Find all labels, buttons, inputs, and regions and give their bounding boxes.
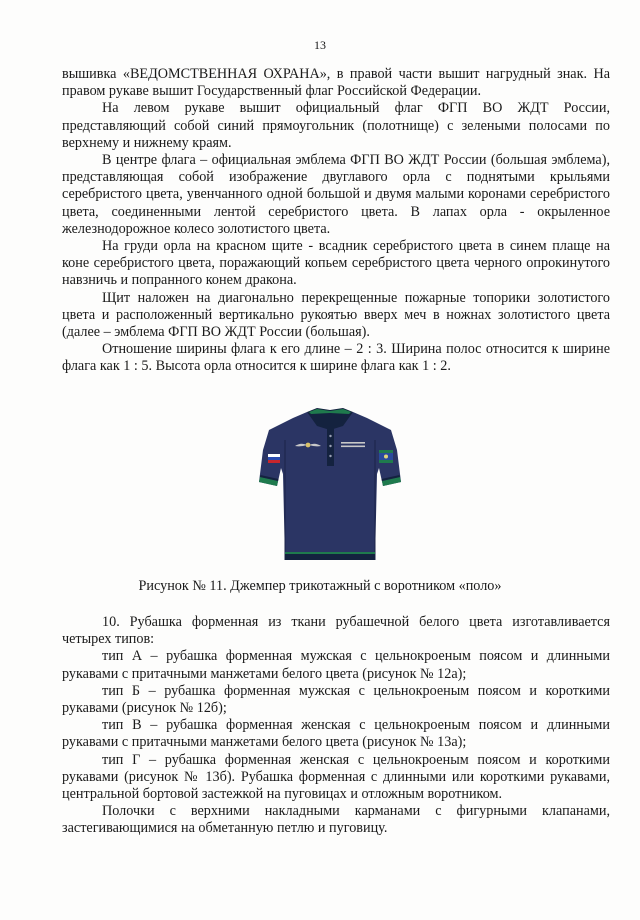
paragraph: На груди орла на красном щите - всадник серебристого цвета в синем плаще на коне серебристого цвета, поражающий копьем серебристого цвета черного опрокинутого навзничь и попранного конем дракона. (62, 238, 610, 289)
text-block-bottom (62, 614, 610, 838)
paragraph: тип А – рубашка форменная мужская с цельнокроеным поясом и длинными рукавами с притачными манжетами белого цвета (рисунок № 12а); (62, 648, 610, 682)
paragraph: Отношение ширины флага к его длине – 2 : 3. Ширина полос относится к ширине флага как 1 : 5. Высота орла относится к ширине флага как 1 : 2. (62, 341, 610, 375)
text-block-top (62, 66, 610, 376)
paragraph: тип Б – рубашка форменная мужская с цельнокроеным поясом и короткими рукавами (рисунок № 12б); (62, 682, 610, 717)
paragraph: Полочки с верхними накладными карманами с фигурными клапанами, застегивающимися на обметанную петлю и пуговицу. (62, 803, 610, 837)
polo-jumper-illustration (255, 400, 405, 565)
polo-jumper-figure (255, 400, 405, 565)
paragraph: 10. Рубашка форменная из ткани рубашечной белого цвета изготавливается четырех типов: (62, 614, 610, 648)
paragraph: тип Г – рубашка форменная женская с цельнокроеным поясом и короткими рукавами (рисунок № 13б). Рубашка форменная с длинными или короткими рукавами, центральной бортовой застежкой на пуговицах и отложным воротником. (62, 751, 610, 803)
paragraph: На левом рукаве вышит официальный флаг ФГП ВО ЖДТ России, представляющий собой синий прямоугольник (полотнище) с зелеными полосами по верхнему и нижнему краям. (62, 100, 610, 151)
paragraph: вышивка «ВЕДОМСТВЕННАЯ ОХРАНА», в правой части вышит нагрудный знак. На правом рукаве вышит Государственный флаг Российской Федерации. (62, 66, 610, 100)
paragraph: Щит наложен на диагонально перекрещенные пожарные топорики золотистого цвета и расположенный вертикально рукоятью вверх меч в ножнах золотистого цвета (далее – эмблема ФГП ВО ЖДТ России (большая). (62, 289, 610, 341)
page-number: 13 (314, 38, 326, 52)
paragraph: В центре флага – официальная эмблема ФГП ВО ЖДТ России (большая эмблема), представляющая собой изображение двуглавого орла с поднятыми крыльями серебристого цвета, увенчанного одной большой и двумя малыми коронами серебристого цвета, соединенными лентой серебристого цвета. В лапах орла - окрыленное железнодорожное колесо золотистого цвета. (62, 152, 610, 237)
figure-caption: Рисунок № 11. Джемпер трикотажный с воротником «поло» (138, 578, 502, 594)
russian-flag-patch (268, 454, 280, 463)
paragraph: тип В – рубашка форменная женская с цельнокроеным поясом и длинными рукавами с притачными манжетами белого цвета (рисунок № 13а); (62, 717, 610, 751)
agency-flag-patch (379, 450, 393, 463)
